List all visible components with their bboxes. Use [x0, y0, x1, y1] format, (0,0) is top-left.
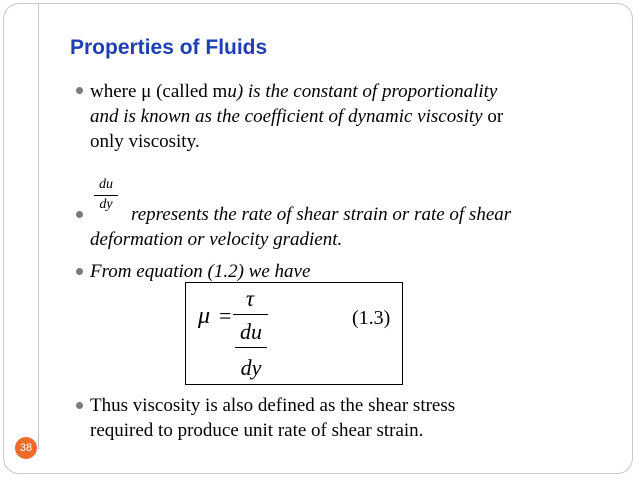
text-run: required to produce unit rate of shear strain.: [90, 420, 424, 441]
equation-numerator: τ: [245, 286, 255, 311]
bullet-text-2-line2: [90, 227, 342, 252]
text-run: or: [482, 106, 504, 127]
equation-equals: =: [219, 303, 232, 328]
bullet-icon: [76, 402, 83, 409]
fraction-denominator: dy: [99, 197, 113, 212]
text-run: only viscosity.: [90, 131, 200, 152]
text-run: where μ (called m: [90, 81, 228, 102]
text-run-italic: deformation or velocity gradient.: [90, 229, 343, 250]
text-run-italic: From equation (1.2) we have: [90, 261, 311, 282]
page-number-badge: 38: [15, 437, 37, 459]
equation-den-top: du: [240, 319, 262, 344]
equation-main-bar: [233, 314, 268, 315]
inline-fraction: [92, 176, 120, 214]
left-rail-line: [38, 3, 39, 449]
equation-den-bottom: dy: [240, 355, 262, 380]
text-run-italic: u) is the constant of proportionality: [227, 81, 498, 102]
text-run-italic: and is known as the coefficient of dynamic viscosity: [90, 106, 483, 127]
text-run-italic: represents the rate of shear strain or rate of shear: [131, 204, 512, 225]
slide-title: Properties of Fluids: [70, 36, 268, 59]
bullet-text-4: [90, 393, 455, 443]
bullet-icon: [76, 87, 83, 94]
bullet-text-1: [90, 79, 503, 154]
bullet-icon: [76, 268, 83, 275]
bullet-text-2-line1: [131, 202, 511, 227]
fraction-numerator: du: [99, 177, 113, 192]
bullet-text-3: [90, 259, 310, 284]
equation-sub-bar: [235, 347, 267, 348]
text-run: Thus viscosity is also defined as the shear stress: [90, 395, 456, 416]
equation-lhs: μ: [198, 303, 211, 329]
equation-box: [185, 282, 403, 385]
bullet-icon: [76, 211, 83, 218]
equation-number: (1.3): [352, 307, 391, 329]
